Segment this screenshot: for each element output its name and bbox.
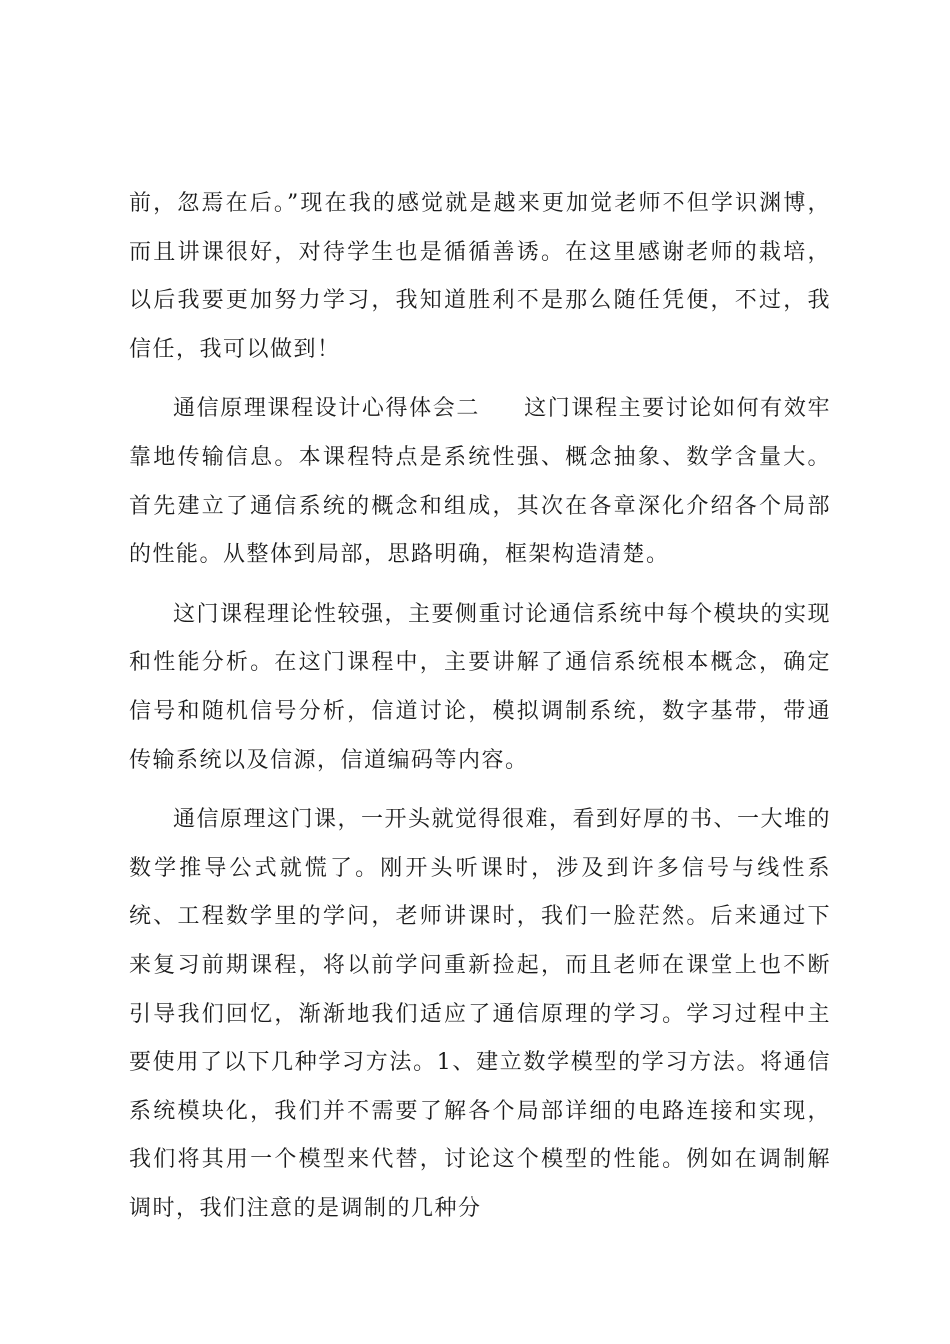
paragraph-3: 这门课程理论性较强，主要侧重讨论通信系统中每个模块的实现和性能分析。在这门课程中，主要讲解了通信系统根本概念，确定信号和随机信号分析，信道讨论，模拟调制系统，数字基带，带通传输系统以及信源，信道编码等内容。 [129, 601, 832, 773]
paragraph-4: 通信原理这门课，一开头就觉得很难，看到好厚的书、一大堆的数学推导公式就慌了。刚开头听课时，涉及到许多信号与线性系统、工程数学里的学问，老师讲课时，我们一脸茫然。后来通过下来复习前期课程，将以前学问重新捡起，而且老师在课堂上也不断引导我们回忆，渐渐地我们适应了通信原理的学习。学习过程中主要使用了以下几种学习方法。1、建立数学模型的学习方法。将通信系统模块化，我们并不需要了解各个局部详细的电路连接和实现，我们将其用一个模型来代替，讨论这个模型的性能。例如在调制解调时，我们注意的是调制的几种分 [129, 807, 832, 1221]
paragraph-2-text: 这门课程主要讨论如何有效牢靠地传输信息。本课程特点是系统性强、概念抽象、数学含量大。首先建立了通信系统的概念和组成，其次在各章深化介绍各个局部的性能。从整体到局部，思路明确，框架构造清楚。 [129, 396, 831, 568]
document-body [129, 180, 831, 1244]
section-heading: 通信原理课程设计心得体会二 [173, 396, 480, 422]
paragraph-1: 前，忽焉在后。”现在我的感觉就是越来更加觉老师不但学识渊博，而且讲课很好，对待学生也是循循善诱。在这里感谢老师的栽培，以后我要更加努力学习，我知道胜利不是那么随任凭便，不过，我信任，我可以做到！ [129, 191, 831, 362]
paragraph-2 [129, 385, 831, 579]
